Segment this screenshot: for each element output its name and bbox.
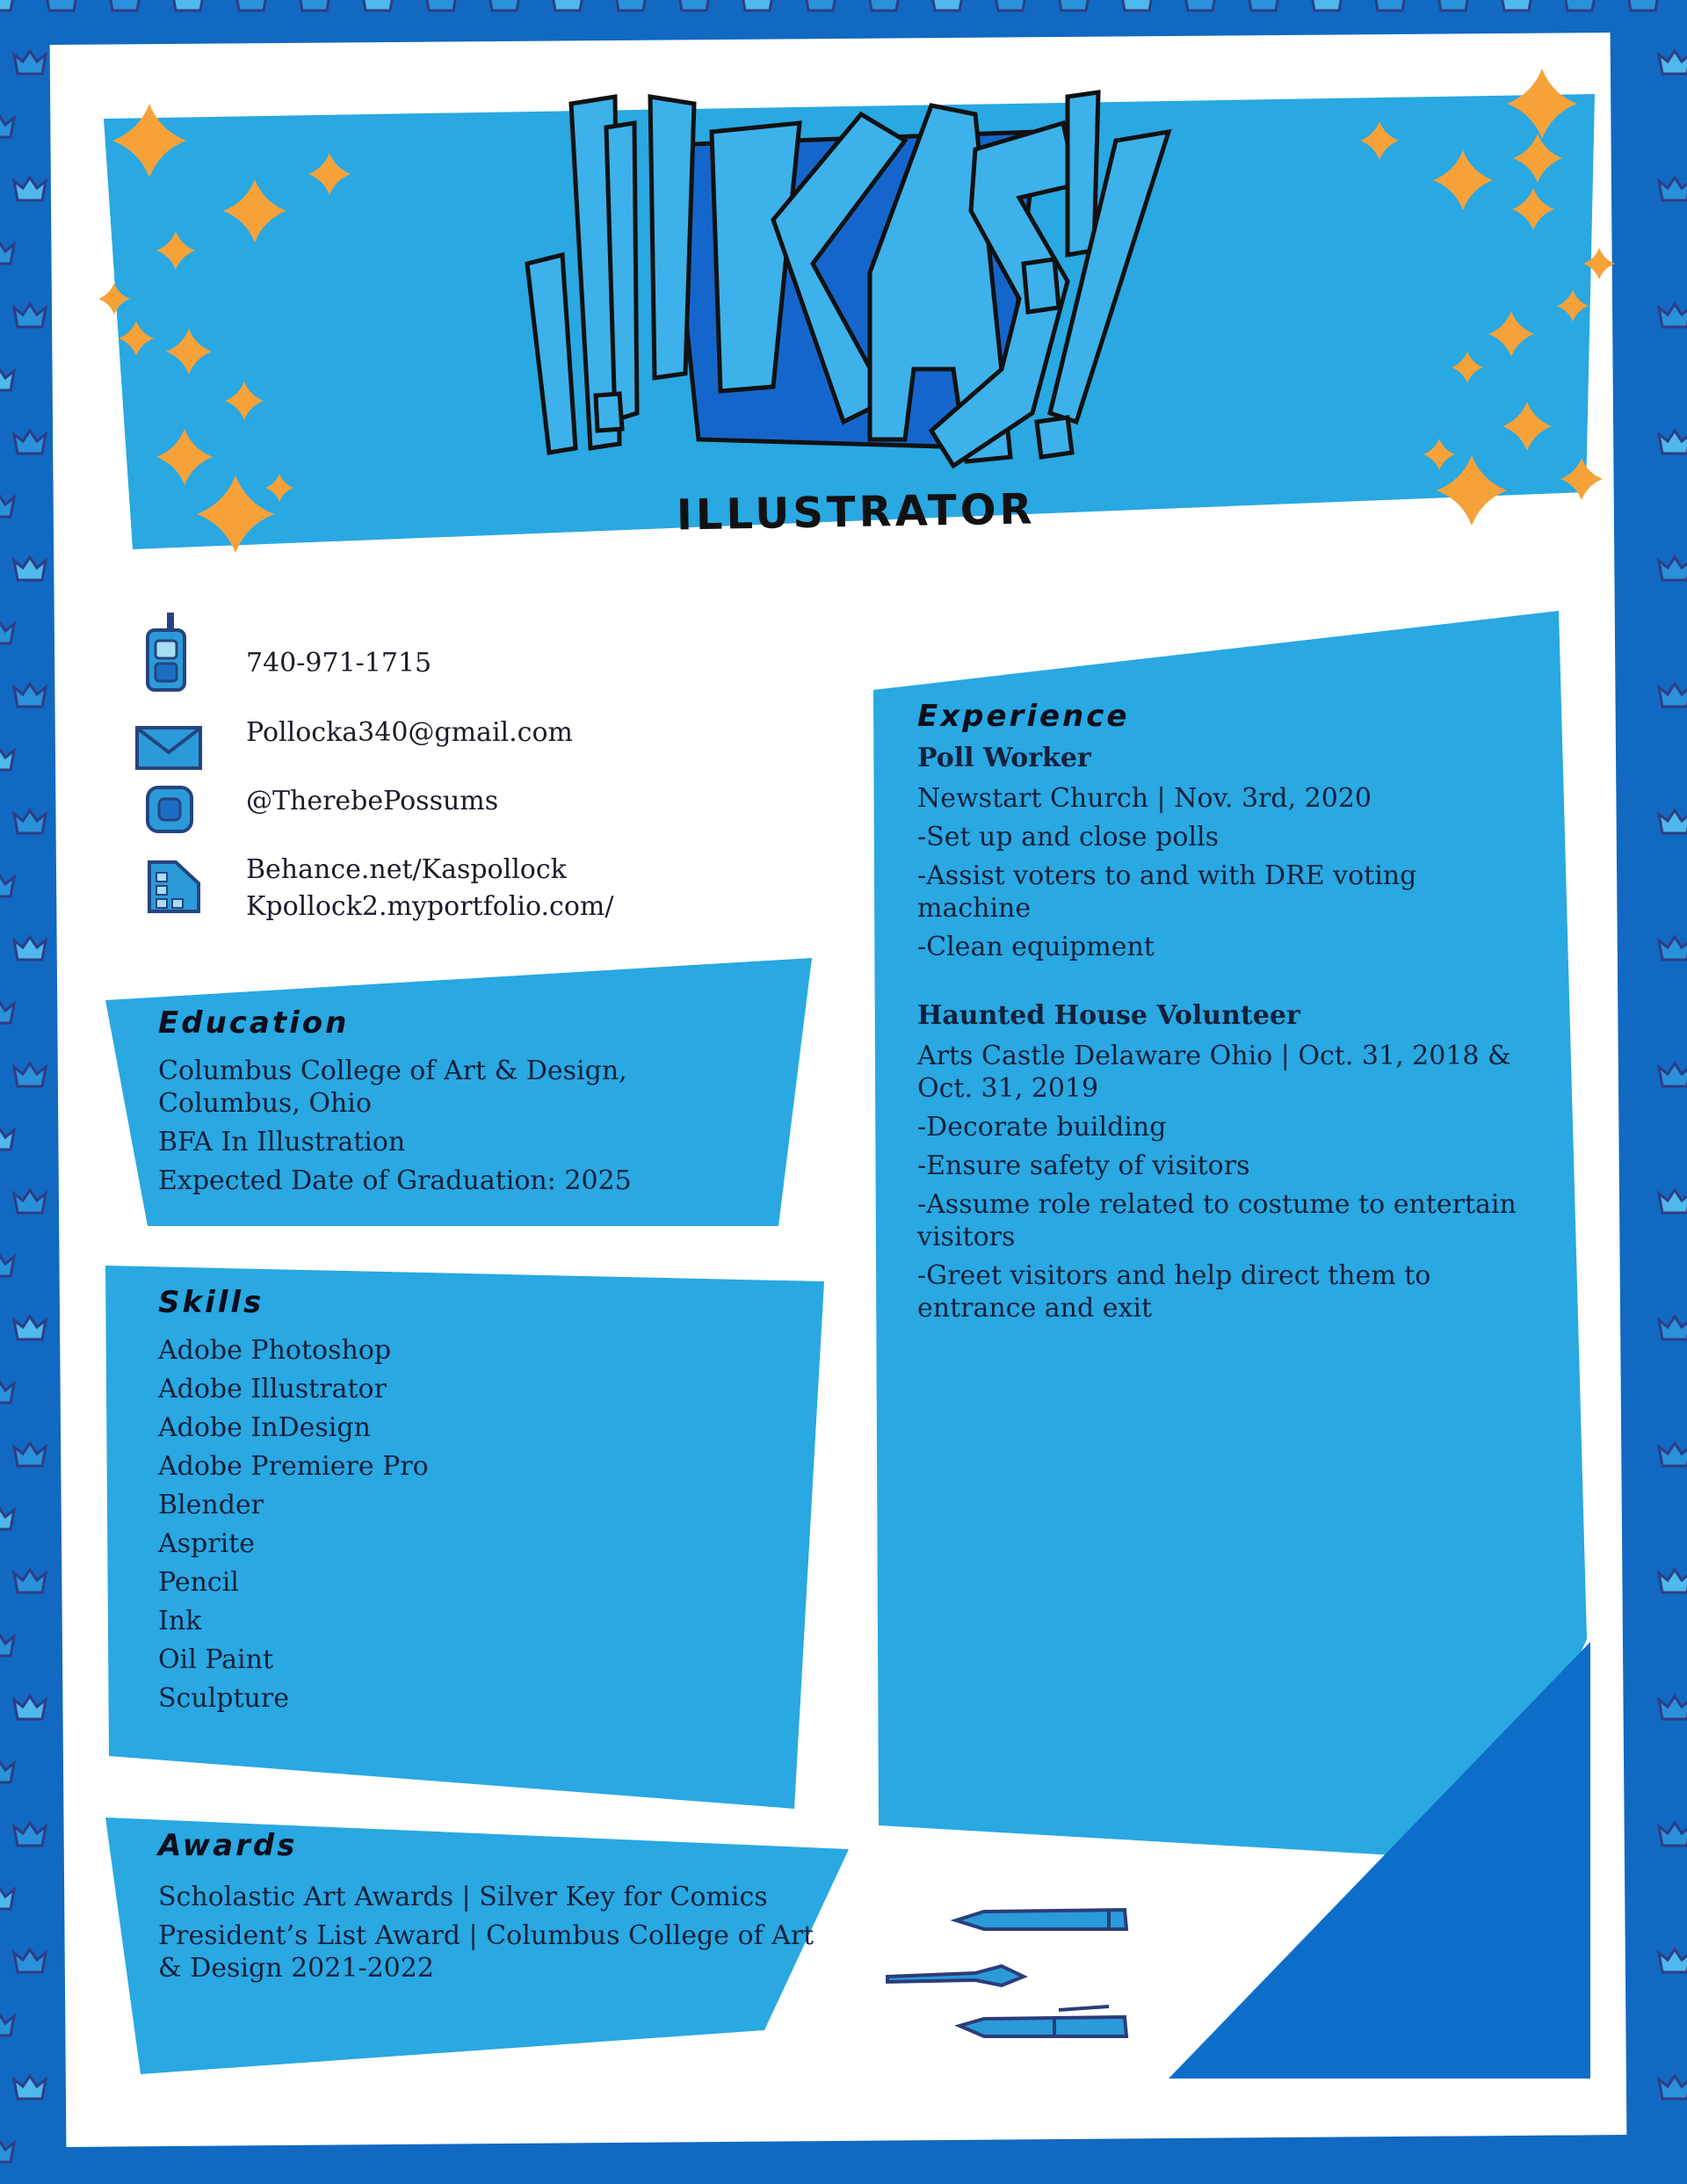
envelope-icon (134, 721, 204, 773)
pattern-crown (1659, 1696, 1687, 1719)
marker-icon (887, 1966, 1024, 1985)
education-line: Columbus, Ohio (158, 1088, 372, 1119)
pattern-crown (14, 937, 46, 960)
pen-icon (956, 1910, 1126, 1929)
education-line: Columbus College of Art & Design, (158, 1056, 627, 1086)
pattern-crown (14, 1696, 46, 1719)
skill-item: Adobe Premiere Pro (158, 1451, 429, 1482)
skill-item: Sculpture (158, 1683, 289, 1714)
pattern-crown (0, 1253, 14, 1276)
pattern-crown (1659, 684, 1687, 707)
experience-panel (870, 611, 1590, 2079)
job-duty: -Assist voters to and with DRE voting machine (917, 860, 1417, 924)
pencil-icon (959, 2006, 1126, 2036)
pattern-crown (1659, 1443, 1687, 1466)
phone-number: 740-971-1715 (246, 648, 432, 678)
pattern-crown (14, 1823, 46, 1846)
pattern-crown (1659, 1317, 1687, 1339)
pattern-crown (0, 1633, 14, 1656)
education-heading: Education (158, 1005, 350, 1041)
pattern-crown (14, 1317, 46, 1339)
award-line: Scholastic Art Awards | Silver Key for Comics (158, 1882, 768, 1912)
pattern-crown (1659, 810, 1687, 833)
pattern-crown (14, 810, 46, 833)
email-address: Pollocka340@gmail.com (246, 717, 573, 748)
awards-panel (105, 1810, 852, 2083)
job-place: Arts Castle Delaware Ohio | Oct. 31, 2018 & Oct. 31, 2019 (917, 1041, 1511, 1104)
pattern-crown (14, 1443, 46, 1466)
awards-heading: Awards (158, 1828, 298, 1863)
pattern-crown (1659, 1949, 1687, 1972)
pattern-crown (14, 2076, 46, 2099)
job-duty: -Set up and close polls (917, 822, 1220, 853)
phone-icon (141, 611, 193, 699)
education-line: Expected Date of Graduation: 2025 (158, 1165, 632, 1196)
behance-link[interactable]: Behance.net/Kaspollock (246, 854, 567, 885)
skill-item: Adobe InDesign (158, 1412, 371, 1443)
social-handle: @TherebePossums (246, 786, 499, 816)
portfolio-icon (144, 857, 206, 918)
pattern-crown (1659, 1063, 1687, 1086)
award-line: & Design 2021-2022 (158, 1953, 434, 1984)
job-duty: -Clean equipment (917, 932, 1155, 962)
portfolio-link[interactable]: Kpollock2.myportfolio.com/ (246, 891, 614, 922)
education-line: BFA In Illustration (158, 1127, 406, 1157)
instagram-icon (144, 782, 197, 835)
skill-item: Blender (158, 1490, 264, 1520)
pattern-crown (14, 1949, 46, 1972)
pattern-crown (1659, 937, 1687, 960)
job-title: Poll Worker (917, 743, 1091, 773)
skill-item: Adobe Photoshop (158, 1335, 392, 1366)
pens-illustration (879, 1903, 1160, 2061)
pattern-crown (1659, 2076, 1687, 2099)
job-duty: -Greet visitors and help direct them to entrance and exit (917, 1260, 1431, 1324)
experience-heading: Experience (917, 699, 1130, 734)
pattern-crown (1659, 1823, 1687, 1846)
skill-item: Ink (158, 1606, 202, 1636)
pattern-crown (14, 1190, 46, 1213)
pattern-crown (14, 1063, 46, 1086)
pattern-crown (0, 2139, 14, 2162)
job-duty: -Ensure safety of visitors (917, 1150, 1250, 1181)
pattern-crown (0, 620, 14, 643)
skills-heading: Skills (158, 1285, 264, 1320)
job-duty: -Assume role related to costume to entertain visitors (917, 1189, 1517, 1252)
pattern-crown (14, 684, 46, 707)
award-line: President’s List Award | Columbus College of Art (158, 1920, 815, 1951)
pattern-crown (1659, 1190, 1687, 1213)
pattern-crown (1659, 1570, 1687, 1593)
pattern-crown (0, 1506, 14, 1529)
pattern-crown (0, 1380, 14, 1403)
pattern-crown (0, 1760, 14, 1782)
pattern-crown (0, 747, 14, 770)
education-panel (105, 958, 817, 1239)
skills-panel (105, 1266, 835, 1819)
skill-item: Adobe Illustrator (158, 1374, 387, 1404)
job-place: Newstart Church | Nov. 3rd, 2020 (917, 783, 1372, 814)
pattern-crown (0, 1127, 14, 1150)
pattern-crown (0, 1000, 14, 1023)
skill-item: Asprite (158, 1528, 256, 1559)
subtitle-illustrator: ILLUSTRATOR (676, 484, 1036, 541)
job-title: Haunted House Volunteer (917, 1000, 1300, 1031)
pattern-crown (14, 1570, 46, 1593)
job-duty: -Decorate building (917, 1112, 1167, 1143)
skill-item: Pencil (158, 1567, 239, 1598)
pattern-crown (0, 874, 14, 896)
skill-item: Oil Paint (158, 1644, 274, 1675)
pattern-crown (0, 2013, 14, 2035)
pattern-crown (0, 1886, 14, 1909)
